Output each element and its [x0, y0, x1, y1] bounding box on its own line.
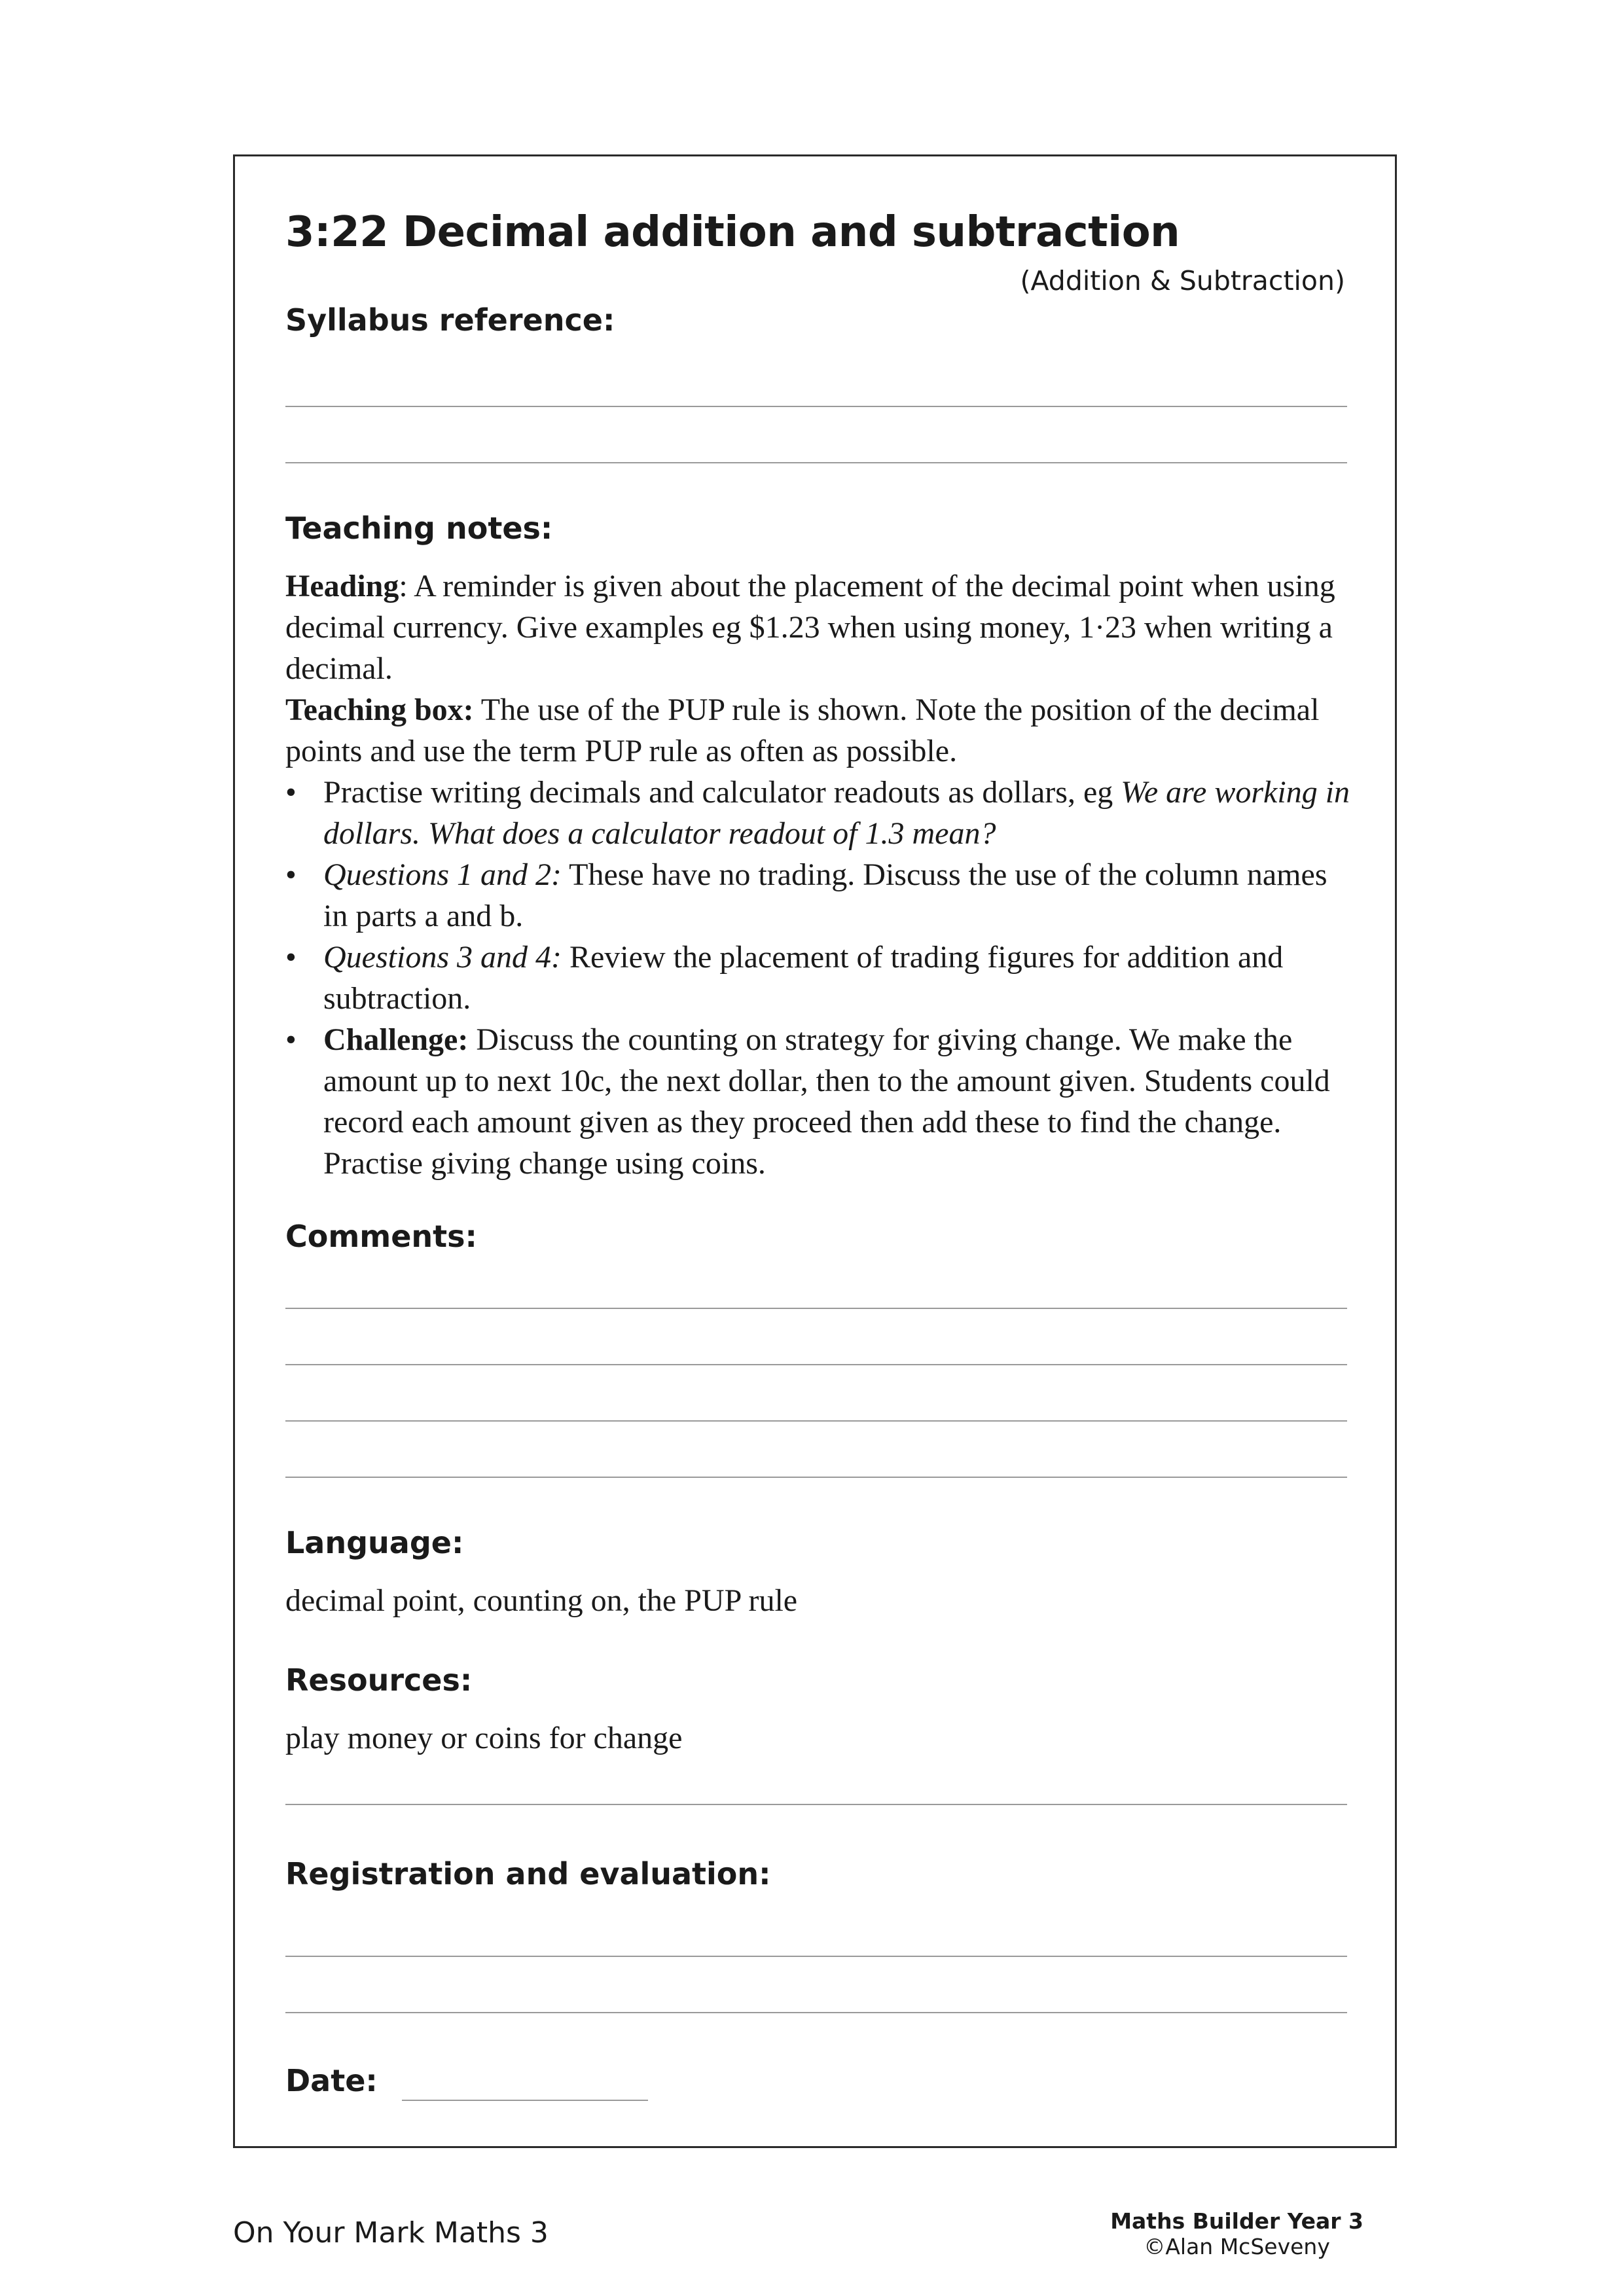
list-item-italic: Questions 3 and 4:	[323, 940, 562, 975]
book-credit	[1110, 2208, 1363, 2259]
bullet-icon: •	[285, 775, 297, 810]
resources-text: play money or coins for change	[285, 1721, 683, 1755]
language-heading: Language:	[285, 1525, 464, 1560]
list-item-italic: We are working in dollars. What does a calculator readout of 1.3 mean?	[323, 775, 1350, 851]
language-text: decimal point, counting on, the PUP rule	[285, 1583, 798, 1618]
syllabus-line-1[interactable]	[285, 406, 1347, 407]
syllabus-heading: Syllabus reference:	[285, 302, 615, 338]
comments-line-4[interactable]	[285, 1477, 1347, 1478]
comments-line-2[interactable]	[285, 1364, 1347, 1365]
heading-note	[285, 565, 1359, 689]
list-item	[285, 1019, 1359, 1184]
teaching-notes-heading: Teaching notes:	[285, 511, 553, 546]
page-title: 3:22 Decimal addition and subtraction	[285, 208, 1180, 257]
teaching-box-note	[285, 689, 1359, 772]
resources-heading: Resources:	[285, 1662, 473, 1698]
list-item	[285, 854, 1359, 937]
list-item-bold: Challenge:	[323, 1022, 469, 1057]
list-item-text: These have no trading. Discuss the use of the column names in parts a and b.	[323, 857, 1327, 933]
list-item-text: Practise writing decimals and calculator readouts as dollars, eg	[323, 775, 1121, 810]
notes-list	[285, 772, 1359, 1184]
registration-line-1[interactable]	[285, 1956, 1347, 1957]
date-label: Date:	[285, 2063, 378, 2098]
heading-note-label: Heading	[285, 569, 399, 603]
list-item-text: Discuss the counting on strategy for giving change. We make the amount up to next 10c, the next dollar, then to the amount given. Students could record each amount given as they proceed then add these to find the change. Practise giving change using coins.	[323, 1022, 1330, 1181]
author-credit: ©Alan McSeveny	[1144, 2234, 1330, 2259]
teaching-notes-body	[285, 565, 1359, 1184]
book-title: Maths Builder Year 3	[1110, 2208, 1363, 2234]
comments-line-1[interactable]	[285, 1308, 1347, 1309]
date-field[interactable]	[402, 2100, 648, 2101]
series-name: On Your Mark Maths 3	[233, 2216, 549, 2250]
list-item-text: Review the placement of trading figures for addition and subtraction.	[323, 940, 1284, 1016]
bullet-icon: •	[285, 940, 297, 975]
comments-heading: Comments:	[285, 1219, 477, 1254]
syllabus-line-2[interactable]	[285, 462, 1347, 463]
bullet-icon: •	[285, 857, 297, 892]
registration-line-2[interactable]	[285, 2012, 1347, 2013]
bullet-icon: •	[285, 1022, 297, 1057]
list-item	[285, 772, 1359, 854]
resources-line[interactable]	[285, 1804, 1347, 1805]
strand-label: (Addition & Subtraction)	[1020, 265, 1345, 296]
list-item-italic: Questions 1 and 2:	[323, 857, 562, 892]
heading-note-text: : A reminder is given about the placement of the decimal point when using decimal currency. Give examples eg $1.23 when using money, 1·23 when writing a decimal.	[285, 569, 1335, 686]
registration-heading: Registration and evaluation:	[285, 1856, 771, 1892]
comments-line-3[interactable]	[285, 1420, 1347, 1422]
teaching-box-text: The use of the PUP rule is shown. Note the position of the decimal points and use the term PUP rule as often as possible.	[285, 692, 1320, 768]
list-item	[285, 937, 1359, 1019]
teaching-box-label: Teaching box:	[285, 692, 474, 727]
